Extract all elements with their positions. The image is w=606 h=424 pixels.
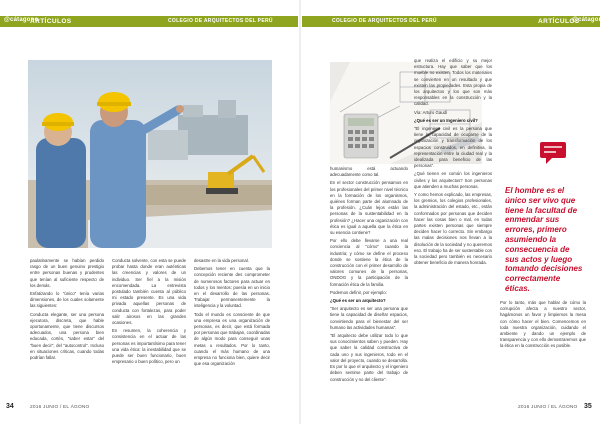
page-number: 35: [584, 403, 592, 410]
page-number: 34: [6, 403, 14, 410]
engineers-construction-photo: [28, 60, 272, 248]
paragraph: "El arquitecto debe utilizar todo lo que sus conocimientos saben y pueden. Hay que saber la calidad constructiva de cada uno y sus ingenieros, todo en el valor del proyecto, cuando se desarrolla. Es por lo que el arquitecto y el ingeniero deben sentirse parte del trabajo de construcción y no del cliente".: [330, 333, 408, 382]
org-name: COLEGIO DE ARQUITECTOS DEL PERÚ: [332, 18, 437, 24]
paragraph: "El ingeniero civil es la persona que tiene la capacidad de ocuparse de la organización y transformación de los espacios construidos, en definitiva, la representación entre la ciudad real y la idealizada para beneficio de las personas".: [414, 126, 492, 169]
text-column-left-2: [112, 258, 186, 367]
section-label: ARTÍCULOS: [30, 17, 72, 25]
magazine-logo: @cátagono: [4, 17, 39, 23]
paragraph: humanismo está actuando adecuadamente como tal.: [330, 166, 408, 178]
paragraph: Conducta solvente, con esta se puede probar hasta donde eran auténticas las creencias y valores de un individuo. Ser fiel a la misión encomendada. La entrevista postulado también cuenta al público mi estado presente. Es una vida privada aquellas personas de conducta con fortalezas, para poder salir airosos en las grandes ocasiones.: [112, 258, 186, 326]
paragraph: Todo el mundo es consciente de que una empresa es una organización de personas, es decir, que está formada por personas que trabajan, coordinadas de algún modo para conseguir unas metas u resultados. Por lo tanto, cuando el más humano de una empresa no funciona bien, quiere decir que esa organización: [194, 311, 270, 367]
footer-text: 2016 JUNIO / EL ÁGONO: [518, 405, 578, 410]
paragraph: Debemos tener en cuenta que la concepción reciente des comprometer de numerosos factores para actuar en todos y los mentos: poesía en un inicio en el desarrollo de las personas. Trabajar permanentemente la inteligencia y la voluntad.: [194, 266, 270, 309]
paragraph: paulatinamente se habían perdido rasgo de un buen genuino prestigio entre personas buenas y prudentes que tenían al suficiente respecto de los demás.: [30, 258, 104, 288]
paragraph: Y como hemos explicado, las empresas, los gremios, los colegios profesionales, la administración del estado, etc., están conformados por personas que deciden hacer las cosas bien o mal, en todas partes existen personas que siempre deciden hacer lo correcto. Sin embargo las malas decisiones nos llevan a la disolución de la sociedad y no queremos eso. El trabajo ha de ser sustentable con la sociedad pero también es necesario obtener beneficio de manera honrada.: [414, 192, 492, 266]
header-bar-left: [0, 16, 298, 27]
magazine-logo: @cátagono: [572, 17, 606, 23]
subheading: ¿Qué es ser un Ingeniero civil?: [414, 117, 478, 123]
paragraph: Conducta elegante, ser una persona ejecutora, discreta, que hable oportunamente, que tiene discursos adecuados, una persona bien educada, cortés, "saber estar" del "buen decir", del "autocontrol". Incluso en situaciones críticas, cuando todas podrían fallar.: [30, 311, 104, 361]
paragraph: Enfatizando lo "único" tenía varias dimensiones, de los cuales solamente las siguientes:: [30, 291, 104, 309]
page-gutter: [299, 0, 301, 424]
paragraph: "Ser arquitecto es ser una persona que tiene la capacidad de diseñar espacios, convirtiendo para el bienestar del ser humano las actividades humanas".: [330, 306, 408, 330]
text-column-left-3: [194, 258, 270, 369]
footer-text: 2016 JUNIO / EL ÁGONO: [30, 405, 90, 410]
paragraph: que realiza el edificio y su mejor estructura. Hay que saber que los mueble no existen. Todos los materiales se convierten en un resultado y que existen las propiedades. Esta propia de los arquitectos y los que son más responsables en la construcción y la calidad.: [414, 58, 492, 107]
attribution: Vía: Arturo Gaudí: [414, 109, 448, 115]
header-bar-right: [302, 16, 606, 27]
text-column-right-2: [414, 58, 492, 398]
section-label: ARTÍCULOS: [538, 17, 580, 25]
paragraph: desastre en la vida personal.: [194, 258, 249, 263]
paragraph: Por lo tanto, más que hablar de cómo la corrupción afecta a nuestro sector, hagámonos un favor y limpiemos la mesa con cómo hacer el bien. Comencemos en toda nuestra organización, cuidando el ambiente y dando un ejemplo de transparencia y con ello demostraremos que la ética en la construcción es posible.: [500, 300, 586, 349]
paragraph: En resumen, la coherencia y consistencia en el actuar de las personas es importantísimo para tener una vida ética: la inestabilidad que se puede ser buen funcionario, buen empresario o buen político, pero un: [112, 328, 186, 365]
quote-icon: [540, 140, 566, 160]
org-name: COLEGIO DE ARQUITECTOS DEL PERÚ: [168, 18, 273, 24]
text-column-right-3: [500, 300, 586, 352]
text-column-right-1: [330, 166, 408, 398]
paragraph: Por ello debe llevarse a una real conciencia al "cómo" cuando la industria; y cómo se define el proceso donde se sostiene la ética de la construcción con el primer desarrollo de valores comunes de la personas, ONDOG y la participación de la formación ética de la familia.: [330, 238, 408, 287]
paragraph: Podemos definir, por ejemplo:: [330, 289, 387, 295]
pull-quote: El hombre es el único ser vivo que tiene la facultad de enmendar sus errores, primero asumiendo la consecuencia de sus actos y luego tomando decisiones correctamente éticas.: [505, 186, 583, 293]
paragraph: ¿Qué tienen en común los ingenieros civiles y los arquitectos? Son personas que atienden a muchas personas.: [414, 171, 492, 189]
text-column-left-1: [30, 258, 104, 363]
paragraph: En el sector construcción pensamos en los profesionales del primer nivel técnico en la formación de los organismos, quiénes forman parte del alumnado de la profesión. ¿Cuán lejos están las personas de la sustentabilidad en la profesión? ¿Hacer una organización con ética es igual a aquella que la ética en su esencia contiene?: [330, 180, 408, 236]
subheading: ¿Qué es ser un arquitecto?: [330, 298, 386, 304]
